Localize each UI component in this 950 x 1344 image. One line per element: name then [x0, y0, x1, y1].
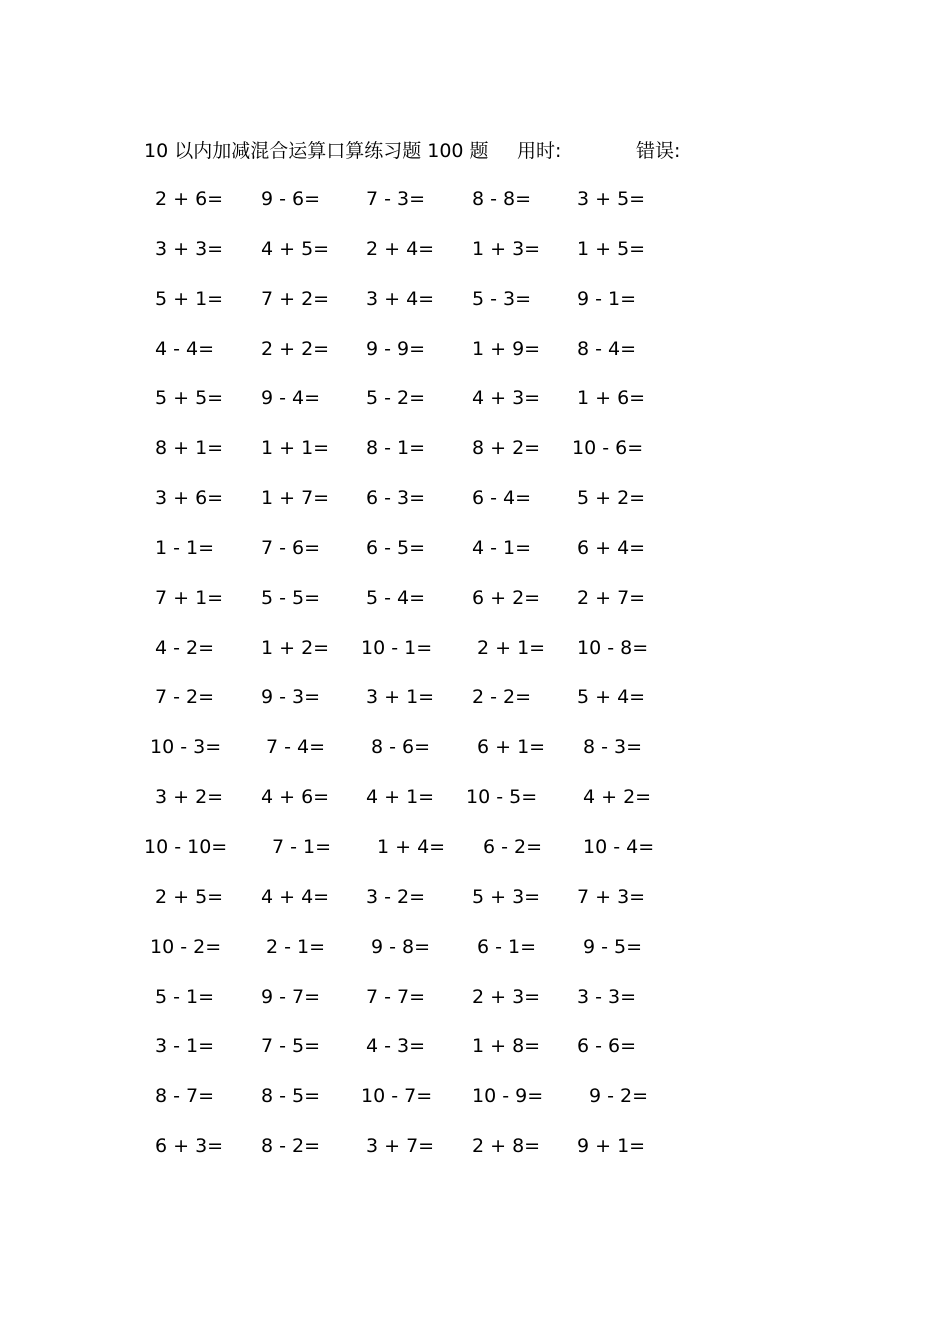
problem: 7 - 2= — [155, 686, 215, 709]
problem: 7 - 6= — [261, 536, 321, 559]
problem: 8 - 4= — [577, 337, 637, 360]
problem: 9 - 4= — [261, 387, 321, 410]
problem: 4 - 1= — [472, 536, 532, 559]
problem-row — [0, 830, 950, 880]
problem: 7 - 1= — [272, 835, 332, 858]
problem: 6 - 4= — [472, 487, 532, 510]
problem: 2 - 2= — [472, 686, 532, 709]
problem: 4 - 4= — [155, 337, 215, 360]
problem: 7 + 3= — [577, 885, 646, 908]
problem-row — [0, 481, 950, 531]
problem: 9 - 7= — [261, 985, 321, 1008]
problem-row — [0, 182, 950, 232]
problem: 5 + 3= — [472, 885, 541, 908]
problem-row — [0, 431, 950, 481]
problem-row — [0, 980, 950, 1030]
problem-grid — [0, 182, 950, 1179]
problem-row — [0, 282, 950, 332]
problem: 7 - 3= — [366, 188, 426, 210]
problem: 5 + 1= — [155, 287, 224, 310]
problem: 7 - 5= — [261, 1035, 321, 1058]
problem: 8 - 5= — [261, 1085, 321, 1108]
problem-row — [0, 381, 950, 431]
problem: 9 - 5= — [583, 935, 643, 958]
problem: 10 - 4= — [583, 835, 655, 858]
problem: 8 + 2= — [472, 437, 541, 460]
problem: 8 - 1= — [366, 437, 426, 460]
problem: 3 + 1= — [366, 686, 435, 709]
problem: 6 + 1= — [477, 736, 546, 759]
problem: 4 + 1= — [366, 786, 435, 809]
problem: 8 + 1= — [155, 437, 224, 460]
problem: 1 + 9= — [472, 337, 541, 360]
problem: 6 - 6= — [577, 1035, 637, 1058]
problem: 9 - 3= — [261, 686, 321, 709]
problem: 9 - 8= — [371, 935, 431, 958]
problem: 10 - 8= — [577, 636, 649, 659]
problem: 5 - 3= — [472, 287, 532, 310]
problem: 6 - 5= — [366, 536, 426, 559]
problem-row — [0, 880, 950, 930]
problem: 3 - 2= — [366, 885, 426, 908]
problem: 7 + 2= — [261, 287, 330, 310]
problem: 3 + 2= — [155, 786, 224, 809]
worksheet-title: 10 以内加减混合运算口算练习题 100 题 — [144, 140, 489, 162]
problem: 6 + 4= — [577, 536, 646, 559]
problem-row — [0, 730, 950, 780]
problem-row — [0, 581, 950, 631]
problem: 5 + 5= — [155, 387, 224, 410]
problem-row — [0, 531, 950, 581]
problem: 10 - 6= — [572, 437, 644, 460]
problem: 1 + 3= — [472, 237, 541, 260]
problem-row — [0, 1079, 950, 1129]
problem: 6 - 2= — [483, 835, 543, 858]
problem: 2 + 7= — [577, 586, 646, 609]
problem: 7 + 1= — [155, 586, 224, 609]
problem: 4 + 2= — [583, 786, 652, 809]
problem: 10 - 5= — [466, 786, 538, 809]
problem: 2 + 3= — [472, 985, 541, 1008]
problem: 8 - 7= — [155, 1085, 215, 1108]
problem: 9 + 1= — [577, 1135, 646, 1158]
problem: 3 + 6= — [155, 487, 224, 510]
problem-row — [0, 930, 950, 980]
problem: 7 - 7= — [366, 985, 426, 1008]
problem: 4 + 6= — [261, 786, 330, 809]
problem: 4 + 3= — [472, 387, 541, 410]
problem: 4 + 5= — [261, 237, 330, 260]
problem: 9 - 1= — [577, 287, 637, 310]
problem: 5 + 4= — [577, 686, 646, 709]
problem: 10 - 2= — [150, 935, 222, 958]
problem: 2 + 5= — [155, 885, 224, 908]
problem: 2 + 8= — [472, 1135, 541, 1158]
problem: 1 + 7= — [261, 487, 330, 510]
problem: 3 + 7= — [366, 1135, 435, 1158]
problem: 9 - 9= — [366, 337, 426, 360]
problem-row — [0, 631, 950, 681]
problem: 3 + 3= — [155, 237, 224, 260]
problem: 5 - 1= — [155, 985, 215, 1008]
problem-row — [0, 780, 950, 830]
problem: 2 + 4= — [366, 237, 435, 260]
problem: 1 + 8= — [472, 1035, 541, 1058]
problem: 1 + 4= — [377, 835, 446, 858]
problem: 9 - 2= — [589, 1085, 649, 1108]
problem-row — [0, 680, 950, 730]
problem: 5 + 2= — [577, 487, 646, 510]
problem: 10 - 7= — [361, 1085, 433, 1108]
problem: 2 - 1= — [266, 935, 326, 958]
problem: 2 + 2= — [261, 337, 330, 360]
problem: 2 + 1= — [477, 636, 546, 659]
problem: 3 + 5= — [577, 188, 646, 210]
problem: 10 - 1= — [361, 636, 433, 659]
problem-row — [0, 1129, 950, 1179]
problem: 8 - 2= — [261, 1135, 321, 1158]
problem: 1 + 1= — [261, 437, 330, 460]
problem: 1 - 1= — [155, 536, 215, 559]
problem: 5 - 4= — [366, 586, 426, 609]
problem: 3 - 3= — [577, 985, 637, 1008]
problem-row — [0, 1029, 950, 1079]
problem-row — [0, 232, 950, 282]
problem: 6 + 3= — [155, 1135, 224, 1158]
problem: 2 + 6= — [155, 188, 224, 210]
problem: 9 - 6= — [261, 188, 321, 210]
problem: 1 + 5= — [577, 237, 646, 260]
problem: 4 - 2= — [155, 636, 215, 659]
problem: 8 - 3= — [583, 736, 643, 759]
problem: 3 + 4= — [366, 287, 435, 310]
problem: 8 - 6= — [371, 736, 431, 759]
problem: 6 - 3= — [366, 487, 426, 510]
problem: 3 - 1= — [155, 1035, 215, 1058]
time-used-label: 用时: — [517, 140, 562, 162]
errors-label: 错误: — [636, 140, 681, 162]
problem: 4 - 3= — [366, 1035, 426, 1058]
problem: 4 + 4= — [261, 885, 330, 908]
problem: 5 - 5= — [261, 586, 321, 609]
problem: 6 + 2= — [472, 586, 541, 609]
problem: 10 - 3= — [150, 736, 222, 759]
problem: 6 - 1= — [477, 935, 537, 958]
problem: 1 + 6= — [577, 387, 646, 410]
problem: 5 - 2= — [366, 387, 426, 410]
problem: 8 - 8= — [472, 188, 532, 210]
problem: 1 + 2= — [261, 636, 330, 659]
problem-row — [0, 332, 950, 382]
problem: 7 - 4= — [266, 736, 326, 759]
problem: 10 - 9= — [472, 1085, 544, 1108]
problem: 10 - 10= — [144, 835, 228, 858]
